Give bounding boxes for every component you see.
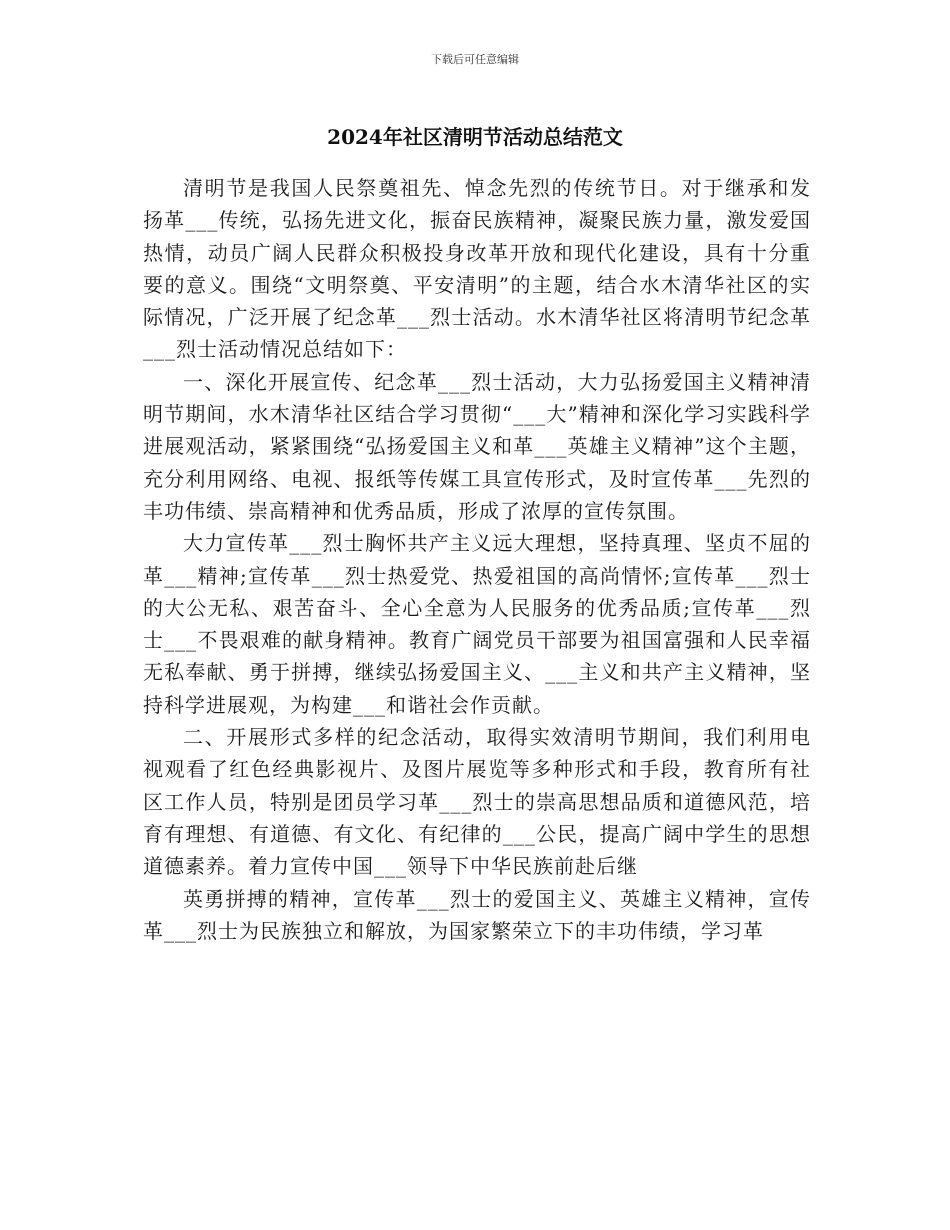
paragraph-section-1: 一、深化开展宣传、纪念革___烈士活动，大力弘扬爱国主义精神清明节期间，水木清华社区结合学习贯彻“___大”精神和深化学习实践科学进展观活动，紧紧围绕“弘扬爱国主义和革___英雄主义精神”这个主题，充分利用网络、电视、报纸等传媒工具宣传形式，及时宣传革___先烈的丰功伟绩、崇高精神和优秀品质，形成了浓厚的宣传氛围。 — [143, 369, 811, 523]
paragraph-section-2: 二、开展形式多样的纪念活动，取得实效清明节期间，我们利用电视观看了红色经典影视片、及图片展览等多种形式和手段，教育所有社区工作人员，特别是团员学习革___烈士的崇高思想品质和道德风范，培育有理想、有道德、有文化、有纪律的___公民，提高广阔中学生的思想道德素养。着力宣传中国___领导下中华民族前赴后继 — [143, 725, 811, 879]
document-body — [143, 172, 811, 947]
paragraph-propaganda: 大力宣传革___烈士胸怀共产主义远大理想，坚持真理、坚贞不屈的革___精神;宣传革___烈士热爱党、热爱祖国的高尚情怀;宣传革___烈士的大公无私、艰苦奋斗、全心全意为人民服务的优秀品质;宣传革___烈士___不畏艰难的献身精神。教育广阔党员干部要为祖国富强和人民幸福无私奉献、勇于拼搏，继续弘扬爱国主义、___主义和共产主义精神，坚持科学进展观，为构建___和谐社会作贡献。 — [143, 531, 811, 717]
paragraph-intro: 清明节是我国人民祭奠祖先、悼念先烈的传统节日。对于继承和发扬革___传统，弘扬先进文化，振奋民族精神，凝聚民族力量，激发爱国热情，动员广阔人民群众积极投身改革开放和现代化建设，具有十分重要的意义。围绕“文明祭奠、平安清明”的主题，结合水木清华社区的实际情况，广泛开展了纪念革___烈士活动。水木清华社区将清明节纪念革___烈士活动情况总结如下： — [143, 176, 811, 362]
document-title: 2024年社区清明节活动总结范文 — [327, 125, 623, 149]
page-header-note: 下载后可任意编辑 — [431, 53, 519, 66]
paragraph-continuation: 英勇拼搏的精神，宣传革___烈士的爱国主义、英雄主义精神，宣传革___烈士为民族独立和解放，为国家繁荣立下的丰功伟绩，学习革 — [143, 886, 811, 943]
